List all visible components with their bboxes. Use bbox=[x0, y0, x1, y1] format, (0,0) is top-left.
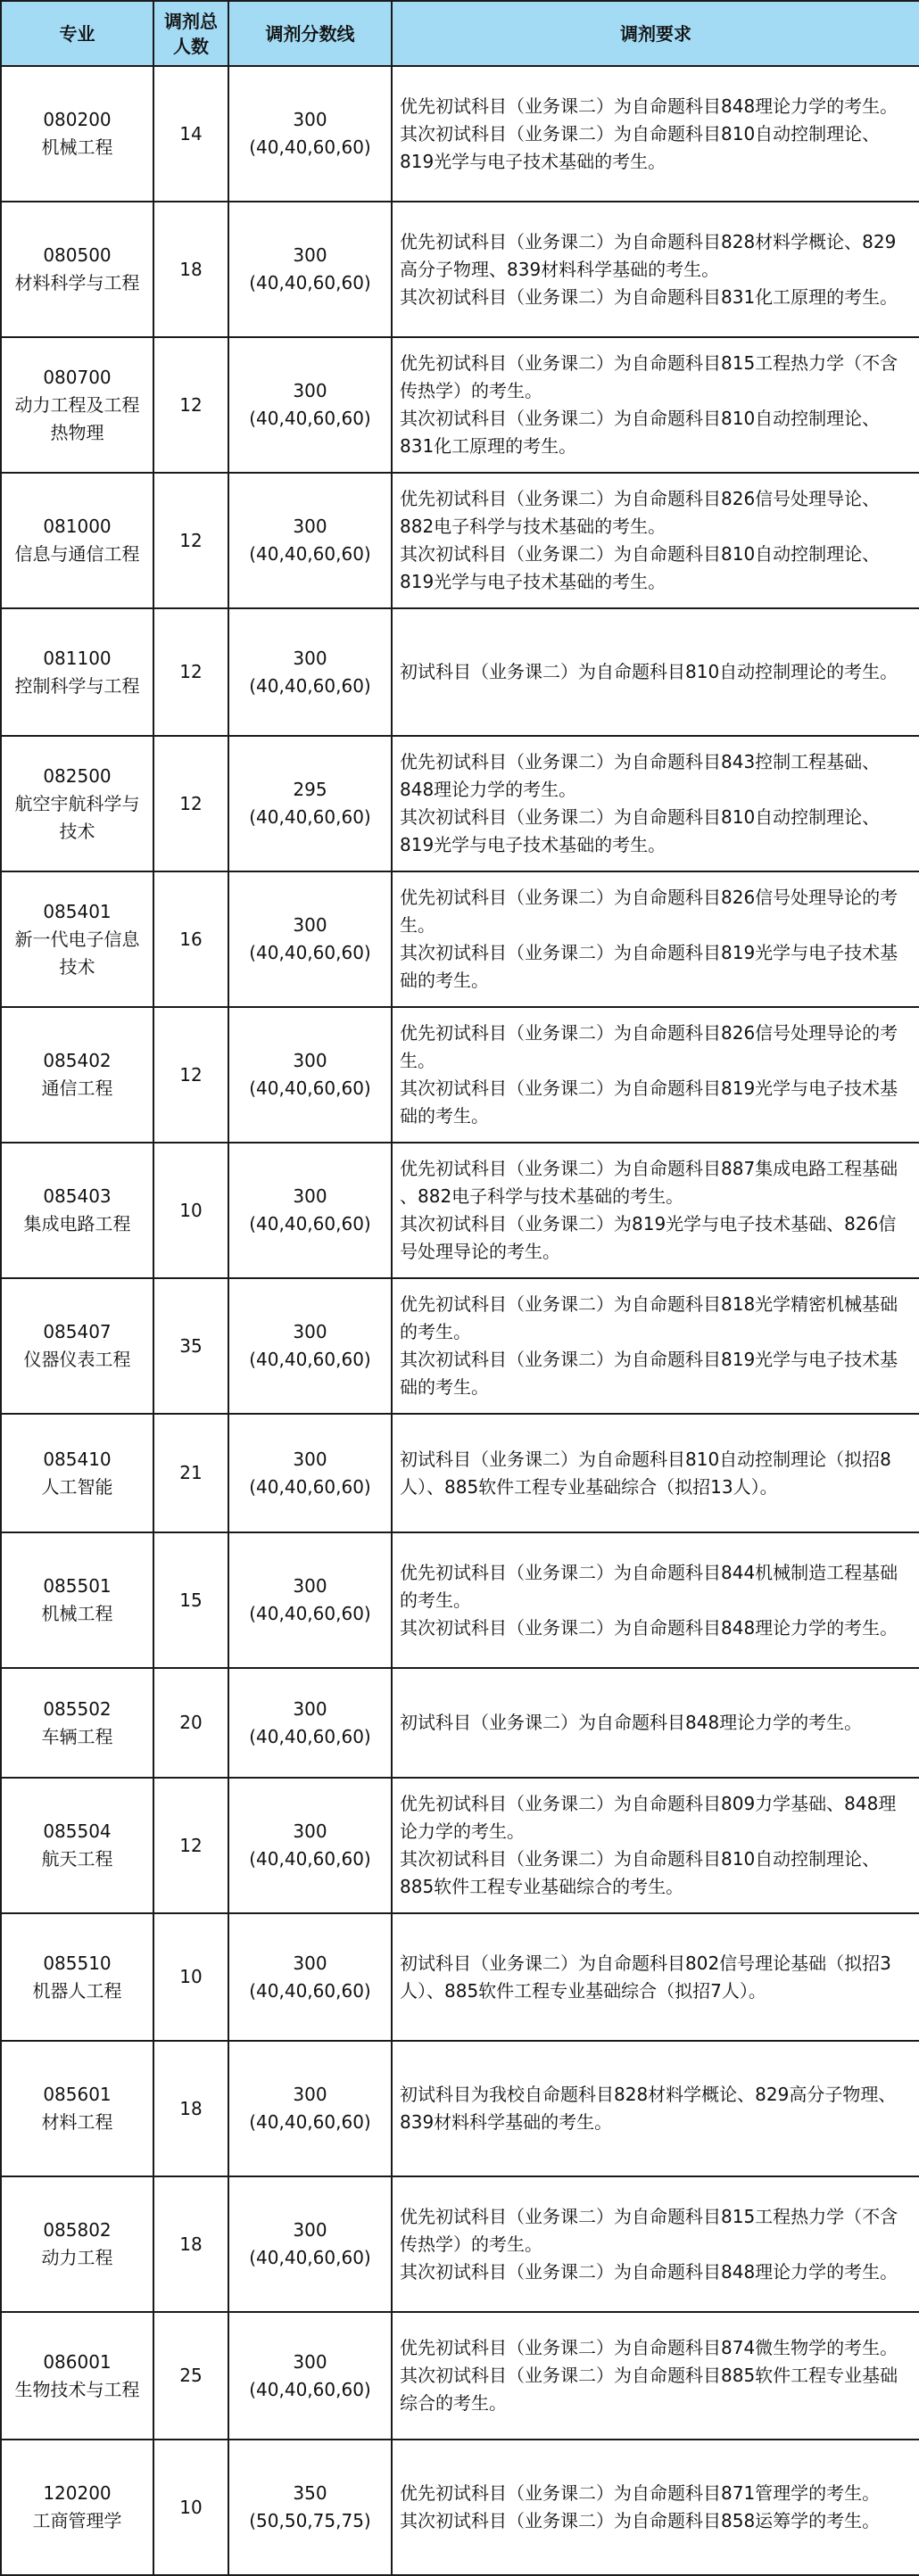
score-total: 300 bbox=[293, 1952, 327, 1974]
major-name: 信息与通信工程 bbox=[14, 543, 140, 565]
requirement-line: 其次初试科目（业务课二）为自命题科目885软件工程专业基础 bbox=[400, 2365, 898, 2386]
requirement-line: 优先初试科目（业务课二）为自命题科目844机械制造工程基础 bbox=[400, 1561, 898, 1583]
requirement-line: 初试科目（业务课二）为自命题科目810自动控制理论的考生。 bbox=[400, 661, 898, 682]
score-cell bbox=[228, 2041, 392, 2176]
table-row bbox=[1, 1414, 919, 1532]
requirement-cell bbox=[392, 337, 919, 473]
quota-cell: 25 bbox=[153, 2312, 228, 2440]
score-breakdown: (40,40,60,60) bbox=[249, 136, 371, 158]
major-code: 085403 bbox=[43, 1185, 112, 1207]
requirement-line: 831化工原理的考生。 bbox=[400, 435, 577, 457]
major-cell bbox=[1, 1778, 153, 1913]
quota-cell: 18 bbox=[153, 2176, 228, 2312]
score-cell bbox=[228, 1414, 392, 1532]
score-breakdown: (40,40,60,60) bbox=[249, 806, 371, 828]
major-cell bbox=[1, 871, 153, 1007]
requirement-cell bbox=[392, 608, 919, 736]
major-code: 082500 bbox=[43, 764, 112, 787]
major-name: 技术 bbox=[59, 820, 95, 842]
major-code: 085802 bbox=[43, 2219, 112, 2241]
score-total: 300 bbox=[293, 1321, 327, 1342]
requirement-cell bbox=[392, 1668, 919, 1778]
requirement-line: 高分子物理、839材料科学基础的考生。 bbox=[400, 258, 720, 280]
table-row bbox=[1, 871, 919, 1007]
major-code: 085502 bbox=[43, 1697, 112, 1720]
requirement-line: 础的考生。 bbox=[400, 1105, 489, 1127]
major-name: 航空宇航科学与 bbox=[14, 792, 140, 814]
major-cell bbox=[1, 66, 153, 202]
table-body bbox=[1, 66, 919, 2575]
major-name: 新一代电子信息 bbox=[14, 928, 140, 950]
score-total: 350 bbox=[293, 2482, 327, 2504]
major-cell bbox=[1, 202, 153, 337]
score-breakdown: (40,40,60,60) bbox=[249, 1077, 371, 1099]
score-total: 300 bbox=[293, 647, 327, 669]
major-name: 动力工程及工程 bbox=[14, 393, 140, 416]
requirement-cell bbox=[392, 2041, 919, 2176]
table-row bbox=[1, 2041, 919, 2176]
quota-cell: 12 bbox=[153, 1007, 228, 1143]
requirement-cell bbox=[392, 2440, 919, 2575]
requirement-line: 其次初试科目（业务课二）为自命题科目810自动控制理论、 bbox=[400, 408, 881, 429]
requirement-line: 的考生。 bbox=[400, 1589, 471, 1611]
requirement-cell bbox=[392, 1778, 919, 1913]
major-code: 120200 bbox=[43, 2482, 112, 2504]
requirement-cell bbox=[392, 1143, 919, 1278]
score-cell bbox=[228, 1278, 392, 1414]
major-code: 080200 bbox=[43, 109, 112, 130]
requirement-cell bbox=[392, 736, 919, 871]
requirement-line: 人）、885软件工程专业基础综合（拟招13人）。 bbox=[400, 1475, 778, 1498]
requirement-cell bbox=[392, 1913, 919, 2041]
score-breakdown: (40,40,60,60) bbox=[249, 272, 371, 293]
major-code: 086001 bbox=[43, 2350, 112, 2373]
score-cell bbox=[228, 871, 392, 1007]
requirement-line: 819光学与电子技术基础的考生。 bbox=[400, 571, 666, 592]
header-score: 调剂分数线 bbox=[228, 1, 392, 66]
major-cell bbox=[1, 1278, 153, 1414]
requirement-line: 优先初试科目（业务课二）为自命题科目826信号处理导论的考 bbox=[400, 1022, 898, 1044]
score-total: 300 bbox=[293, 1697, 327, 1720]
score-cell bbox=[228, 2176, 392, 2312]
header-quota-line: 人数 bbox=[173, 35, 209, 57]
requirement-line: 优先初试科目（业务课二）为自命题科目848理论力学的考生。 bbox=[400, 95, 898, 117]
major-name: 机器人工程 bbox=[32, 1979, 122, 2002]
major-cell bbox=[1, 473, 153, 608]
major-cell bbox=[1, 1007, 153, 1143]
requirement-line: 综合的考生。 bbox=[400, 2392, 507, 2414]
major-cell bbox=[1, 1414, 153, 1532]
requirement-line: 优先初试科目（业务课二）为自命题科目871管理学的考生。 bbox=[400, 2482, 881, 2504]
requirement-line: 初试科目（业务课二）为自命题科目848理论力学的考生。 bbox=[400, 1712, 863, 1733]
major-code: 085401 bbox=[43, 900, 112, 922]
quota-cell: 15 bbox=[153, 1532, 228, 1668]
score-total: 295 bbox=[293, 779, 327, 800]
requirement-line: 其次初试科目（业务课二）为自命题科目810自动控制理论、 bbox=[400, 543, 881, 565]
quota-cell: 18 bbox=[153, 202, 228, 337]
major-cell bbox=[1, 1143, 153, 1278]
score-breakdown: (40,40,60,60) bbox=[249, 1979, 371, 2002]
quota-cell: 16 bbox=[153, 871, 228, 1007]
major-cell bbox=[1, 1532, 153, 1668]
requirement-line: 优先初试科目（业务课二）为自命题科目815工程热力学（不含 bbox=[400, 352, 898, 374]
requirement-line: 优先初试科目（业务课二）为自命题科目809力学基础、848理 bbox=[400, 1793, 897, 1814]
score-cell bbox=[228, 2440, 392, 2575]
score-total: 300 bbox=[293, 380, 327, 401]
requirement-cell bbox=[392, 1007, 919, 1143]
table-row bbox=[1, 473, 919, 608]
quota-cell: 21 bbox=[153, 1414, 228, 1532]
requirement-line: 础的考生。 bbox=[400, 970, 489, 991]
requirement-line: 848理论力学的考生。 bbox=[400, 779, 577, 800]
header-requirement: 调剂要求 bbox=[392, 1, 919, 66]
requirement-cell bbox=[392, 2176, 919, 2312]
major-code: 081100 bbox=[43, 647, 112, 669]
requirement-line: 其次初试科目（业务课二）为自命题科目819光学与电子技术基 bbox=[400, 1349, 898, 1370]
score-cell bbox=[228, 202, 392, 337]
major-name: 工商管理学 bbox=[32, 2510, 122, 2531]
major-name: 生物技术与工程 bbox=[14, 2378, 140, 2400]
table-row bbox=[1, 337, 919, 473]
requirement-cell bbox=[392, 2312, 919, 2440]
major-name: 热物理 bbox=[50, 421, 104, 443]
requirement-line: 优先初试科目（业务课二）为自命题科目826信号处理导论、 bbox=[400, 488, 881, 509]
requirement-line: 传热学）的考生。 bbox=[400, 380, 542, 401]
score-total: 300 bbox=[293, 1050, 327, 1071]
score-total: 300 bbox=[293, 1575, 327, 1597]
score-breakdown: (40,40,60,60) bbox=[249, 1603, 371, 1624]
score-cell bbox=[228, 1668, 392, 1778]
table-row bbox=[1, 1143, 919, 1278]
major-name: 动力工程 bbox=[41, 2247, 113, 2268]
major-code: 080700 bbox=[43, 366, 112, 388]
requirement-line: 819光学与电子技术基础的考生。 bbox=[400, 834, 666, 855]
quota-cell: 12 bbox=[153, 608, 228, 736]
major-code: 085601 bbox=[43, 2084, 112, 2105]
requirement-line: 其次初试科目（业务课二）为819光学与电子技术基础、826信 bbox=[400, 1213, 897, 1234]
requirement-line: 优先初试科目（业务课二）为自命题科目874微生物学的考生。 bbox=[400, 2337, 898, 2358]
quota-cell: 12 bbox=[153, 1778, 228, 1913]
table-row bbox=[1, 1778, 919, 1913]
requirement-line: 初试科目为我校自命题科目828材料学概论、829高分子物理、 bbox=[400, 2084, 897, 2105]
requirement-cell bbox=[392, 1414, 919, 1532]
score-total: 300 bbox=[293, 1448, 327, 1470]
requirement-line: 优先初试科目（业务课二）为自命题科目826信号处理导论的考 bbox=[400, 887, 898, 908]
quota-cell: 12 bbox=[153, 473, 228, 608]
table-row bbox=[1, 1007, 919, 1143]
requirement-line: 初试科目（业务课二）为自命题科目810自动控制理论（拟招8 bbox=[400, 1448, 891, 1470]
table-row bbox=[1, 2176, 919, 2312]
major-cell bbox=[1, 2041, 153, 2176]
score-cell bbox=[228, 1007, 392, 1143]
score-total: 300 bbox=[293, 244, 327, 266]
quota-cell: 10 bbox=[153, 1143, 228, 1278]
major-name: 人工智能 bbox=[41, 1475, 113, 1498]
table-row bbox=[1, 1278, 919, 1414]
requirement-line: 论力学的考生。 bbox=[400, 1821, 525, 1842]
requirement-line: 其次初试科目（业务课二）为自命题科目819光学与电子技术基 bbox=[400, 1077, 898, 1099]
table-row bbox=[1, 1668, 919, 1778]
major-name: 航天工程 bbox=[41, 1848, 113, 1870]
requirement-cell bbox=[392, 1278, 919, 1414]
major-code: 085510 bbox=[43, 1952, 112, 1974]
score-breakdown: (40,40,60,60) bbox=[249, 1725, 371, 1747]
score-breakdown: (40,40,60,60) bbox=[249, 408, 371, 429]
requirement-line: 839材料科学基础的考生。 bbox=[400, 2111, 613, 2133]
requirement-line: 、882电子科学与技术基础的考生。 bbox=[400, 1185, 684, 1207]
major-code: 085410 bbox=[43, 1448, 112, 1470]
major-cell bbox=[1, 1668, 153, 1778]
header-quota bbox=[153, 1, 228, 66]
requirement-line: 其次初试科目（业务课二）为自命题科目810自动控制理论、 bbox=[400, 122, 881, 144]
requirement-line: 优先初试科目（业务课二）为自命题科目815工程热力学（不含 bbox=[400, 2205, 898, 2227]
requirement-line: 础的考生。 bbox=[400, 1376, 489, 1398]
major-name: 技术 bbox=[59, 955, 95, 978]
requirement-line: 819光学与电子技术基础的考生。 bbox=[400, 150, 666, 172]
requirement-line: 的考生。 bbox=[400, 1321, 471, 1342]
score-cell bbox=[228, 1143, 392, 1278]
major-name: 机械工程 bbox=[41, 136, 113, 158]
major-name: 机械工程 bbox=[41, 1603, 113, 1624]
major-code: 080500 bbox=[43, 244, 112, 266]
major-cell bbox=[1, 736, 153, 871]
requirement-line: 其次初试科目（业务课二）为自命题科目819光学与电子技术基 bbox=[400, 942, 898, 963]
requirement-cell bbox=[392, 202, 919, 337]
major-name: 材料工程 bbox=[41, 2111, 113, 2133]
major-name: 车辆工程 bbox=[41, 1725, 113, 1747]
major-cell bbox=[1, 2312, 153, 2440]
score-breakdown: (40,40,60,60) bbox=[249, 1848, 371, 1870]
major-name: 通信工程 bbox=[41, 1077, 113, 1099]
score-cell bbox=[228, 1913, 392, 2041]
table-row bbox=[1, 1913, 919, 2041]
major-cell bbox=[1, 2176, 153, 2312]
table-row bbox=[1, 608, 919, 736]
score-cell bbox=[228, 66, 392, 202]
major-code: 085402 bbox=[43, 1050, 112, 1071]
header-major: 专业 bbox=[1, 1, 153, 66]
quota-cell: 20 bbox=[153, 1668, 228, 1778]
major-code: 085501 bbox=[43, 1575, 112, 1597]
score-cell bbox=[228, 736, 392, 871]
score-breakdown: (40,40,60,60) bbox=[249, 1213, 371, 1234]
table-row bbox=[1, 66, 919, 202]
requirement-line: 其次初试科目（业务课二）为自命题科目848理论力学的考生。 bbox=[400, 1616, 898, 1639]
score-breakdown: (40,40,60,60) bbox=[249, 2378, 371, 2400]
score-total: 300 bbox=[293, 2219, 327, 2241]
table-row bbox=[1, 202, 919, 337]
major-code: 085504 bbox=[43, 1821, 112, 1842]
requirement-line: 传热学）的考生。 bbox=[400, 2233, 542, 2255]
quota-cell: 12 bbox=[153, 736, 228, 871]
quota-cell: 10 bbox=[153, 2440, 228, 2575]
requirement-line: 优先初试科目（业务课二）为自命题科目843控制工程基础、 bbox=[400, 751, 881, 772]
requirement-line: 生。 bbox=[400, 1050, 435, 1071]
score-breakdown: (40,40,60,60) bbox=[249, 942, 371, 963]
major-cell bbox=[1, 337, 153, 473]
major-code: 081000 bbox=[43, 516, 112, 537]
score-breakdown: (40,40,60,60) bbox=[249, 2247, 371, 2268]
score-breakdown: (50,50,75,75) bbox=[249, 2510, 371, 2531]
requirement-cell bbox=[392, 473, 919, 608]
quota-cell: 14 bbox=[153, 66, 228, 202]
quota-cell: 35 bbox=[153, 1278, 228, 1414]
major-name: 集成电路工程 bbox=[23, 1213, 131, 1234]
score-total: 300 bbox=[293, 914, 327, 936]
score-breakdown: (40,40,60,60) bbox=[249, 2111, 371, 2133]
score-cell bbox=[228, 473, 392, 608]
requirement-line: 其次初试科目（业务课二）为自命题科目810自动控制理论、 bbox=[400, 1848, 881, 1870]
requirement-line: 其次初试科目（业务课二）为自命题科目831化工原理的考生。 bbox=[400, 285, 898, 308]
requirement-cell bbox=[392, 66, 919, 202]
requirement-line: 882电子科学与技术基础的考生。 bbox=[400, 516, 666, 537]
header-row bbox=[1, 1, 919, 66]
score-cell bbox=[228, 1778, 392, 1913]
score-total: 300 bbox=[293, 2350, 327, 2373]
score-breakdown: (40,40,60,60) bbox=[249, 674, 371, 697]
requirement-line: 优先初试科目（业务课二）为自命题科目828材料学概论、829 bbox=[400, 230, 897, 252]
table-row bbox=[1, 1532, 919, 1668]
score-total: 300 bbox=[293, 109, 327, 130]
score-breakdown: (40,40,60,60) bbox=[249, 543, 371, 565]
score-cell bbox=[228, 1532, 392, 1668]
score-total: 300 bbox=[293, 1821, 327, 1842]
quota-cell: 10 bbox=[153, 1913, 228, 2041]
requirement-cell bbox=[392, 1532, 919, 1668]
major-name: 仪器仪表工程 bbox=[23, 1349, 131, 1370]
requirement-line: 号处理导论的考生。 bbox=[400, 1241, 560, 1262]
requirement-line: 885软件工程专业基础综合的考生。 bbox=[400, 1876, 684, 1897]
score-total: 300 bbox=[293, 516, 327, 537]
requirement-line: 优先初试科目（业务课二）为自命题科目818光学精密机械基础 bbox=[400, 1293, 898, 1315]
requirement-line: 其次初试科目（业务课二）为自命题科目858运筹学的考生。 bbox=[400, 2510, 881, 2531]
major-code: 085407 bbox=[43, 1321, 112, 1342]
requirement-line: 人）、885软件工程专业基础综合（拟招7人）。 bbox=[400, 1979, 766, 2002]
requirement-line: 其次初试科目（业务课二）为自命题科目848理论力学的考生。 bbox=[400, 2260, 898, 2283]
requirement-line: 生。 bbox=[400, 914, 435, 936]
table-row bbox=[1, 2312, 919, 2440]
major-cell bbox=[1, 608, 153, 736]
major-cell bbox=[1, 1913, 153, 2041]
table-row bbox=[1, 736, 919, 871]
quota-cell: 12 bbox=[153, 337, 228, 473]
score-breakdown: (40,40,60,60) bbox=[249, 1475, 371, 1498]
table-header bbox=[1, 1, 919, 66]
major-name: 控制科学与工程 bbox=[14, 674, 140, 697]
major-cell bbox=[1, 2440, 153, 2575]
score-cell bbox=[228, 2312, 392, 2440]
requirement-cell bbox=[392, 871, 919, 1007]
header-quota-line: 调剂总 bbox=[164, 10, 218, 32]
score-cell bbox=[228, 608, 392, 736]
score-cell bbox=[228, 337, 392, 473]
quota-cell: 18 bbox=[153, 2041, 228, 2176]
major-name: 材料科学与工程 bbox=[14, 272, 140, 293]
requirement-line: 初试科目（业务课二）为自命题科目802信号理论基础（拟招3 bbox=[400, 1952, 891, 1974]
table-row bbox=[1, 2440, 919, 2575]
score-total: 300 bbox=[293, 2084, 327, 2105]
requirement-line: 其次初试科目（业务课二）为自命题科目810自动控制理论、 bbox=[400, 806, 881, 828]
score-total: 300 bbox=[293, 1185, 327, 1207]
score-breakdown: (40,40,60,60) bbox=[249, 1349, 371, 1370]
requirement-line: 优先初试科目（业务课二）为自命题科目887集成电路工程基础 bbox=[400, 1158, 898, 1179]
